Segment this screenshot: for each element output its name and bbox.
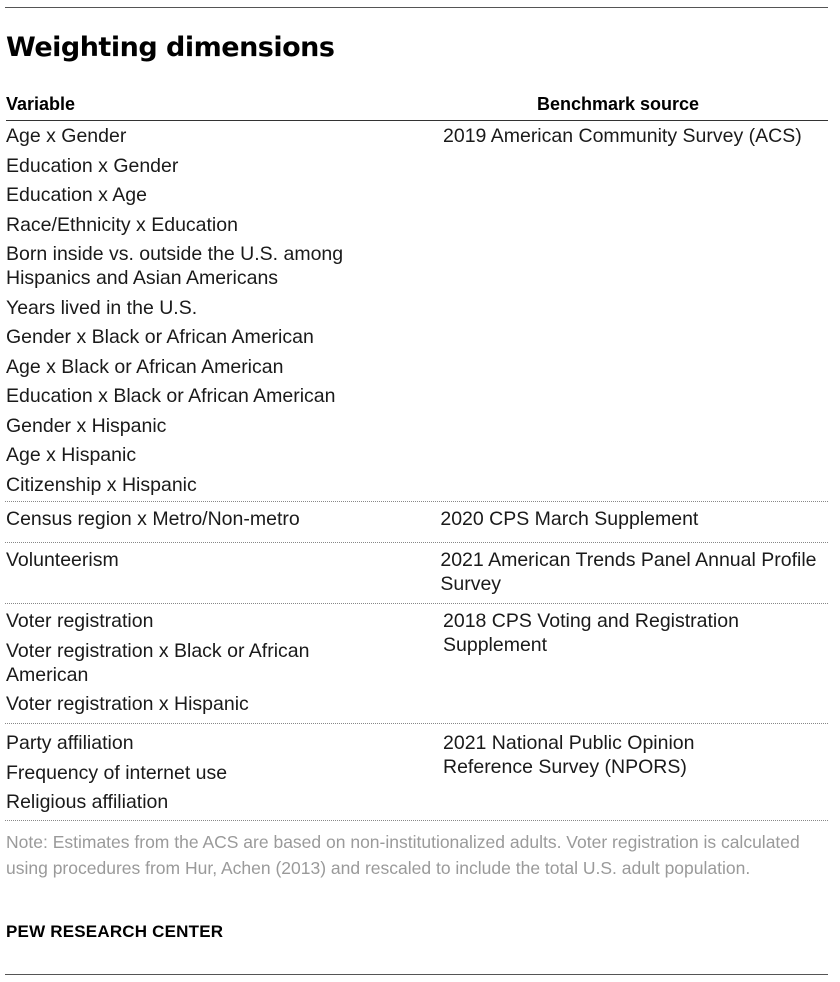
variable-item: Religious affiliation <box>6 791 169 813</box>
variable-item: Race/Ethnicity x Education <box>6 213 238 236</box>
source-brand: PEW RESEARCH CENTER <box>6 922 224 941</box>
table-row-group <box>5 604 828 724</box>
variable-column-header: Variable <box>6 94 76 114</box>
variable-item: Education x Gender <box>6 154 179 177</box>
variable-item: Voter registration x Hispanic <box>6 693 249 715</box>
page-title: Weighting dimensions <box>6 32 335 63</box>
footnote: Note: Estimates from the ACS are based on non-institutionalized adults. Voter registration is calculated using procedures from Hur, Achen (2013) and rescaled to include the total U.S. adult population. <box>6 832 800 878</box>
variable-item: Born inside vs. outside the U.S. among Hispanics and Asian Americans <box>6 243 344 289</box>
table-row-group <box>5 120 828 502</box>
variable-list <box>5 609 443 723</box>
top-rule <box>5 7 828 8</box>
table-header <box>6 94 828 121</box>
table-row-group <box>5 543 828 604</box>
variable-item: Age x Gender <box>6 125 127 147</box>
variable-item: Voter registration <box>6 610 154 632</box>
variable-item: Age x Black or African American <box>6 355 284 378</box>
variable-item: Census region x Metro/Non-metro <box>6 508 300 530</box>
variable-item: Party affiliation <box>6 732 134 754</box>
variable-item: Gender x Hispanic <box>6 414 167 437</box>
table-row-group <box>5 724 828 821</box>
variable-item: Frequency of internet use <box>6 761 228 784</box>
variable-item: Years lived in the U.S. <box>6 296 198 319</box>
variable-list <box>5 731 443 820</box>
benchmark-source: 2019 American Community Survey (ACS) <box>443 125 802 147</box>
benchmark-source: 2021 National Public Opinion Reference Survey (NPORS) <box>443 732 695 778</box>
benchmark-source: 2018 CPS Voting and Registration Supplement <box>443 610 739 656</box>
variable-list <box>5 548 440 603</box>
table-row-group <box>5 502 828 543</box>
weighting-table-body <box>5 120 828 821</box>
variable-list <box>5 124 443 501</box>
variable-item: Citizenship x Hispanic <box>6 473 197 496</box>
variable-item: Voter registration x Black or African American <box>6 639 310 686</box>
variable-item: Volunteerism <box>6 549 119 571</box>
variable-item: Gender x Black or African American <box>6 326 314 348</box>
variable-item: Education x Black or African American <box>6 385 336 407</box>
benchmark-source: 2021 American Trends Panel Annual Profile Survey <box>440 549 817 595</box>
bottom-rule <box>5 974 828 975</box>
variable-item: Age x Hispanic <box>6 444 137 466</box>
variable-item: Education x Age <box>6 184 147 206</box>
benchmark-source: 2020 CPS March Supplement <box>440 508 699 530</box>
variable-list <box>5 507 440 542</box>
source-column-header: Benchmark source <box>537 94 700 114</box>
